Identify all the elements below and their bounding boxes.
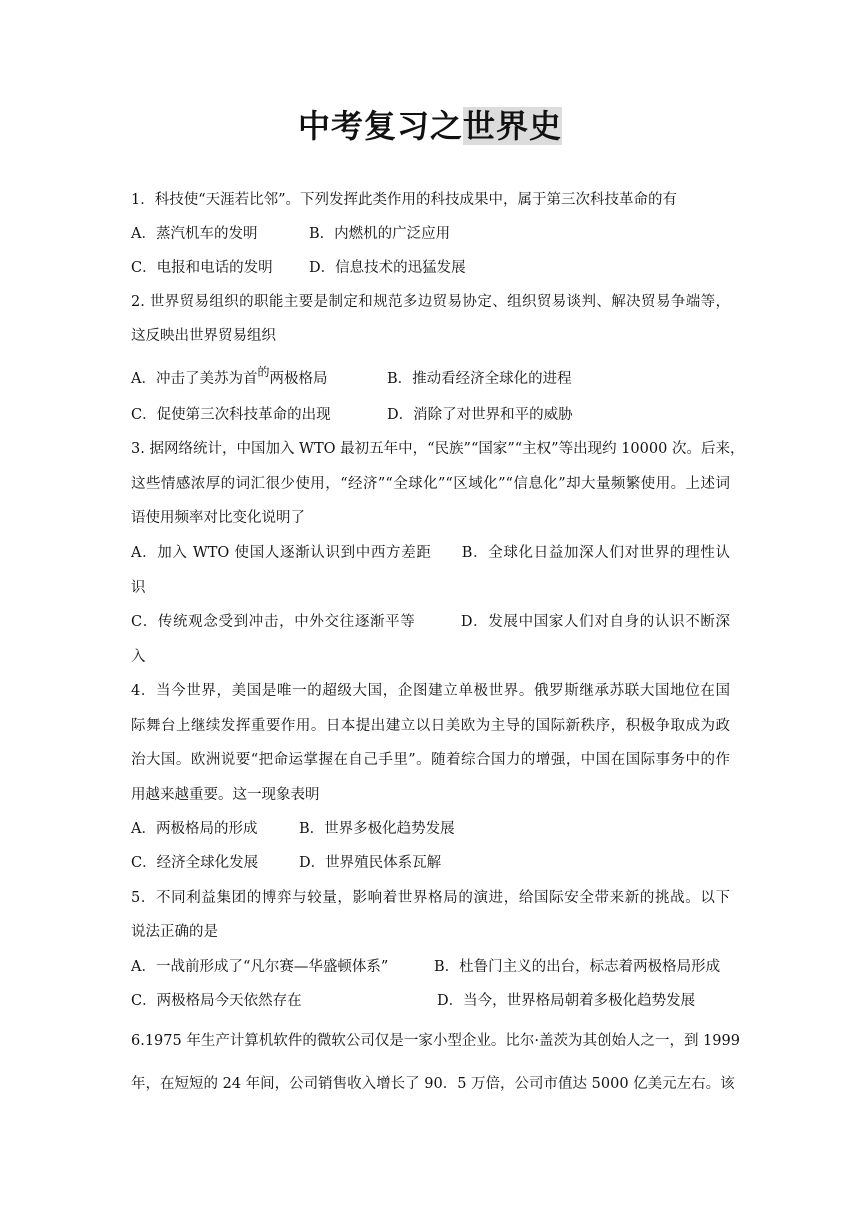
- q3-stem-line1: 3. 据网络统计，中国加入 WTO 最初五年中，“民族”“国家”“主权”等出现约 10000 次。后来，: [131, 441, 745, 457]
- q4-stem-line2: 际舞台上继续发挥重要作用。日本提出建立以日美欧为主导的国际新秩序，积极争取成为政: [131, 718, 730, 734]
- q5-options-ab: [131, 957, 720, 977]
- q4-option-a: A．两极格局的形成: [131, 821, 258, 837]
- q4-option-b: B．世界多极化趋势发展: [299, 821, 455, 837]
- q4-stem-line1: 4．当今世界，美国是唯一的超级大国，企图建立单极世界。俄罗斯继承苏联大国地位在国: [131, 683, 730, 699]
- q4-options-ab: [131, 819, 455, 839]
- q6-stem-line2: 年，在短短的 24 年间，公司销售收入增长了 90．5 万倍，公司市值达 5000 亿美元左右。该: [131, 1076, 735, 1092]
- q2-options-ab: [131, 365, 572, 389]
- q3-options-cd-line2: 入: [131, 649, 146, 665]
- q4-option-c: C．经济全球化发展: [131, 855, 259, 871]
- q6-stem-line1: 6.1975 年生产计算机软件的微软公司仅是一家小型企业。比尔·盖茨为其创始人之一，到 1999: [131, 1033, 740, 1049]
- q1-stem: 1．科技使“天涯若比邻”。下列发挥此类作用的科技成果中，属于第三次科技革命的有: [131, 192, 678, 208]
- q3-stem-line3: 语使用频率对比变化说明了: [131, 510, 305, 526]
- q5-option-c: C．两极格局今天依然存在: [131, 993, 302, 1009]
- q5-option-b: B．杜鲁门主义的出台，标志着两极格局形成: [434, 959, 721, 975]
- q2-option-a-part1: A．冲击了美苏为首: [131, 371, 258, 387]
- q3-options-ab-line1: A．加入 WTO 使国人逐渐认识到中西方差距 B．全球化日益加深人们对世界的理性认: [131, 545, 730, 561]
- q5-option-a: A．一战前形成了“凡尔赛—华盛顿体系”: [131, 959, 389, 975]
- q2-option-b: B．推动看经济全球化的进程: [387, 371, 572, 387]
- q4-options-cd: [131, 853, 441, 873]
- q1-options-ab: [131, 224, 450, 244]
- page-title: [0, 103, 860, 149]
- q4-stem-line4: 用越来越重要。这一现象表明: [131, 787, 320, 803]
- q3-options-ab-line2: 识: [131, 580, 146, 596]
- q3-stem-line2: 这些情感浓厚的词汇很少使用，“经济”“全球化”“区域化”“信息化”却大量频繁使用。上述词: [131, 476, 730, 492]
- q4-stem-line3: 治大国。欧洲说要“把命运掌握在自己手里”。随着综合国力的增强，中国在国际事务中的作: [131, 752, 730, 768]
- q2-option-d: D．消除了对世界和平的威胁: [387, 407, 573, 423]
- q4-option-d: D．世界殖民体系瓦解: [299, 855, 442, 871]
- q1-option-a: A．蒸汽机车的发明: [131, 226, 258, 242]
- q1-option-b: B．内燃机的广泛应用: [309, 226, 451, 242]
- q5-option-d: D．当今，世界格局朝着多极化趋势发展: [437, 993, 696, 1009]
- q3-options-cd-line1: C．传统观念受到冲击，中外交往逐渐平等 D．发展中国家人们对自身的认识不断深: [131, 614, 730, 630]
- q2-option-a-sup: 的: [257, 365, 270, 379]
- q2-stem-line1: 2. 世界贸易组织的职能主要是制定和规范多边贸易协定、组织贸易谈判、解决贸易争端等，: [131, 294, 730, 310]
- q2-option-c: C．促使第三次科技革命的出现: [131, 407, 331, 423]
- q1-options-cd: [131, 258, 466, 278]
- title-highlight: 世界史: [463, 107, 563, 145]
- q2-option-a-part2: 两极格局: [269, 371, 328, 387]
- q5-options-cd: [131, 991, 695, 1011]
- q5-stem-line1: 5．不同利益集团的博弈与较量，影响着世界格局的演进，给国际安全带来新的挑战。以下: [131, 890, 730, 906]
- q5-stem-line2: 说法正确的是: [131, 924, 218, 940]
- q1-option-c: C．电报和电话的发明: [131, 260, 273, 276]
- q2-option-a: [131, 365, 387, 389]
- q2-stem-line2: 这反映出世界贸易组织: [131, 328, 276, 344]
- title-main: 中考复习之: [297, 107, 463, 145]
- q2-options-cd: [131, 405, 573, 425]
- q1-option-d: D．信息技术的迅猛发展: [309, 260, 466, 276]
